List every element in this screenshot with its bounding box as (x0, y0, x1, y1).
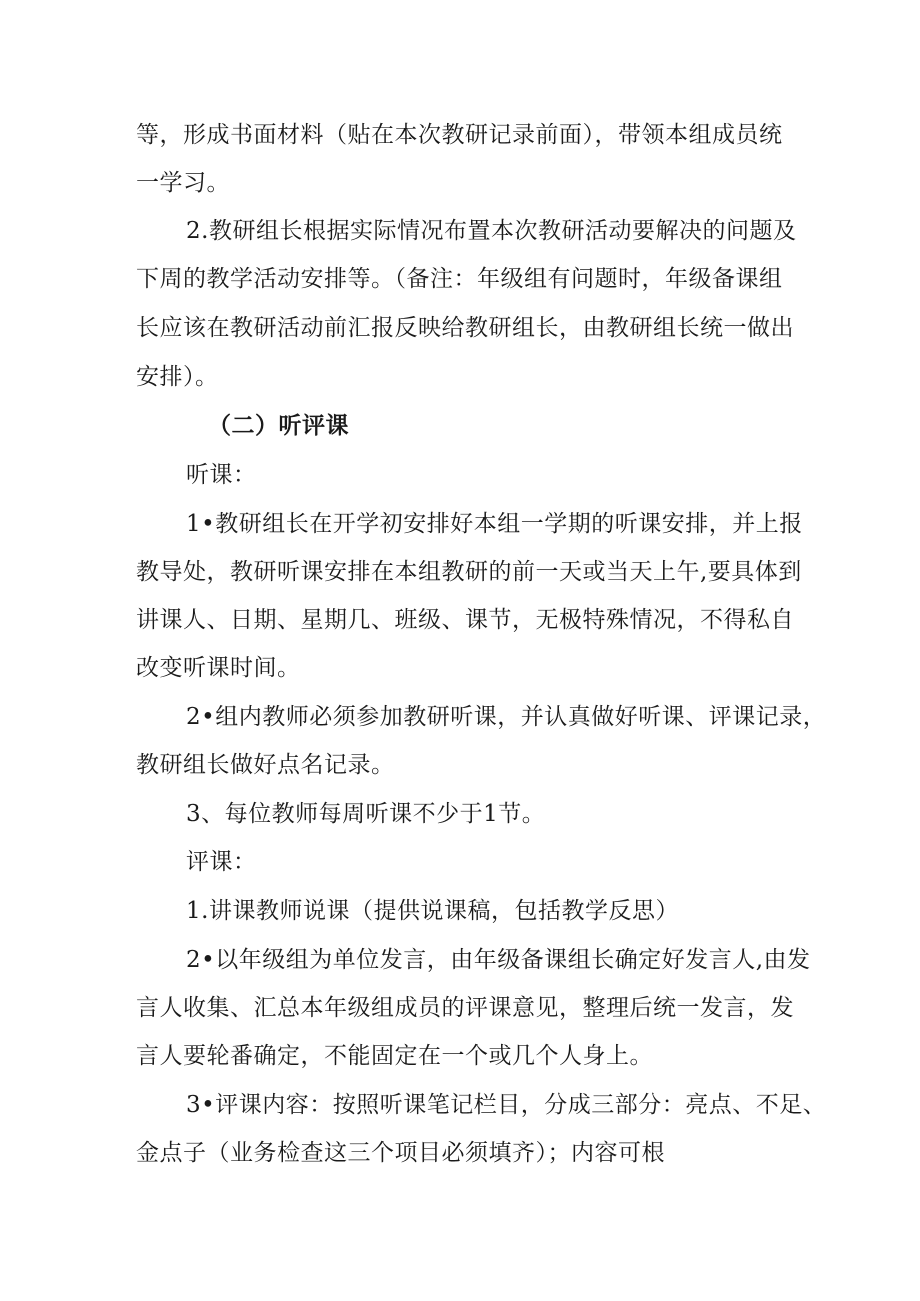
paragraph-line: 教研组长做好点名记录。 (136, 752, 395, 778)
paragraph-line: 言人要轮番确定，不能固定在一个或几个人身上。 (136, 1043, 653, 1069)
paragraph-line: 1•教研组长在开学初安排好本组一学期的听课安排，并上报 (186, 511, 803, 537)
paragraph-line: 金点子（业务检查这三个项目必须填齐）；内容可根 (136, 1140, 665, 1166)
paragraph-line: 长应该在教研活动前汇报反映给教研组长，由教研组长统一做出 (136, 315, 794, 341)
paragraph-line: 改变听课时间。 (136, 655, 301, 681)
paragraph-line: 2•以年级组为单位发言，由年级备课组长确定好发言人,由发 (186, 947, 811, 973)
paragraph-line: 安排）。 (136, 364, 219, 390)
paragraph-line: 2.教研组长根据实际情况布置本次教研活动要解决的问题及 (186, 218, 797, 244)
paragraph-line: 下周的教学活动安排等。（备注：年级组有问题时，年级备课组 (136, 266, 783, 292)
section-heading: （二）听评课 (208, 412, 349, 439)
paragraph-line: 3•评课内容：按照听课笔记栏目，分成三部分：亮点、不足、 (186, 1092, 827, 1118)
paragraph-line: 一学习。 (136, 170, 230, 196)
subheading: 听课： (186, 462, 257, 488)
paragraph-line: 2•组内教师必须参加教研听课，并认真做好听课、评课记录， (186, 704, 827, 730)
subheading: 评课： (186, 849, 257, 875)
paragraph-line: 1.讲课教师说课（提供说课稿，包括教学反思） (186, 898, 679, 924)
paragraph-line: 教导处，教研听课安排在本组教研的前一天或当天上午,要具体到 (136, 559, 802, 585)
paragraph-line: 3、每位教师每周听课不少于1节。 (186, 801, 546, 827)
paragraph-line: 等，形成书面材料（贴在本次教研记录前面），带领本组成员统 (136, 122, 783, 148)
paragraph-line: 言人收集、汇总本年级组成员的评课意见，整理后统一发言，发 (136, 995, 794, 1021)
paragraph-line: 讲课人、日期、星期几、班级、课节，无极特殊情况，不得私自 (136, 607, 794, 633)
